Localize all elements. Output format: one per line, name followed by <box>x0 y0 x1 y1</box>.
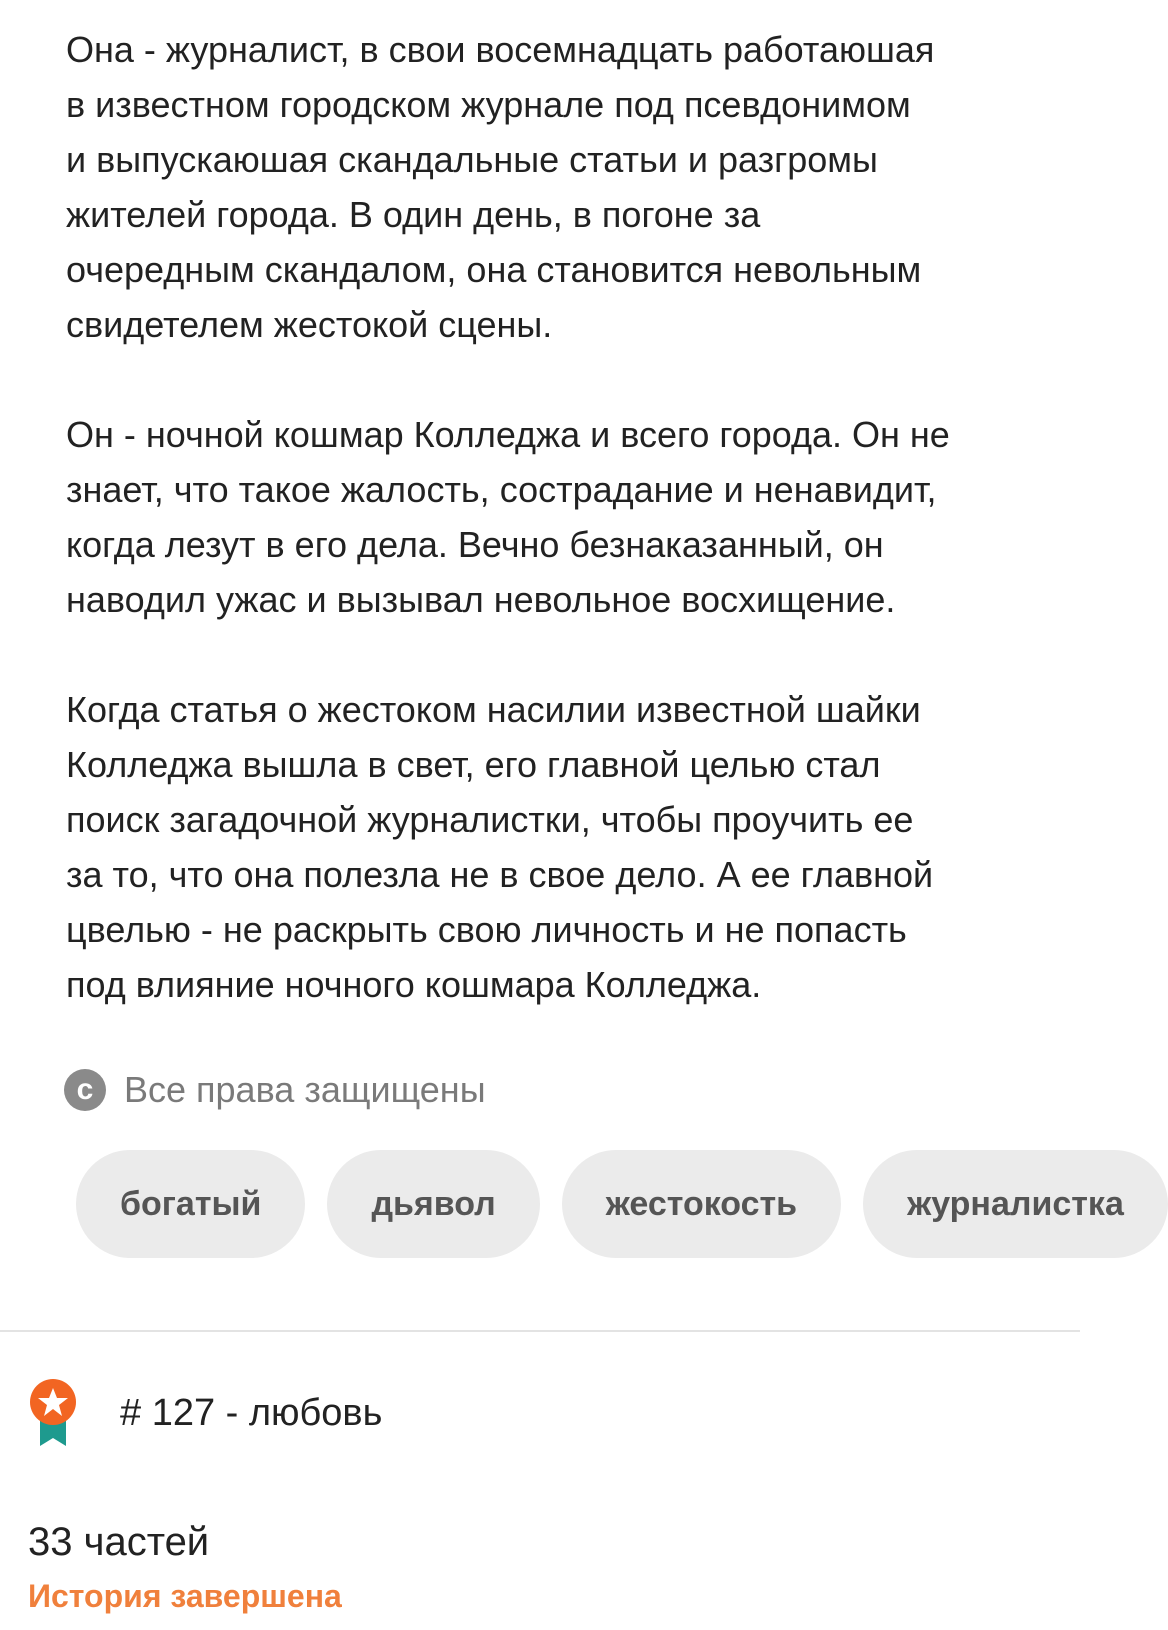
copyright-notice <box>64 1064 486 1116</box>
tag-chip[interactable]: богатый <box>76 1150 305 1258</box>
story-status: История завершена <box>28 1578 342 1614</box>
section-divider <box>0 1330 1080 1332</box>
copyright-label: Все права защищены <box>124 1069 486 1110</box>
tag-chip[interactable]: жестокость <box>562 1150 841 1258</box>
ranking-label: # 127 - любовь <box>120 1391 383 1434</box>
description-paragraph-2: Он - ночной кошмар Колледжа и всего города. Он не знает, что такое жалость, сострадание и ненавидит, когда лезут в его дела. Вечно безнаказанный, он наводил ужас и вызывал невольное восхищение. <box>66 414 950 620</box>
description-paragraph-3: Когда статья о жестоком насилии известной шайки Колледжа вышла в свет, его главной целью стал поиск загадочной журналистки, чтобы проучить ее за то, что она полезла не в свое дело. А ее главной цвелью - не раскрыть свою личность и не попасть под влияние ночного кошмара Колледжа. <box>66 689 934 1005</box>
ranking-row[interactable] <box>26 1378 382 1448</box>
tag-chip[interactable]: журналистка <box>863 1150 1168 1258</box>
tags-carousel[interactable] <box>76 1150 1124 1258</box>
parts-count: 33 частей <box>28 1520 210 1564</box>
tag-chip[interactable]: дьявол <box>327 1150 539 1258</box>
ribbon-badge-icon <box>26 1378 80 1448</box>
story-description <box>66 22 1026 1012</box>
description-paragraph-1: Она - журналист, в свои восемнадцать работаюшая в известном городском журнале под псевдонимом и выпускаюшая скандальные статьи и разгромы жителей города. В один день, в погоне за очередным скандалом, она становится невольным свидетелем жестокой сцены. <box>66 29 935 345</box>
copyright-icon: c <box>64 1069 106 1111</box>
